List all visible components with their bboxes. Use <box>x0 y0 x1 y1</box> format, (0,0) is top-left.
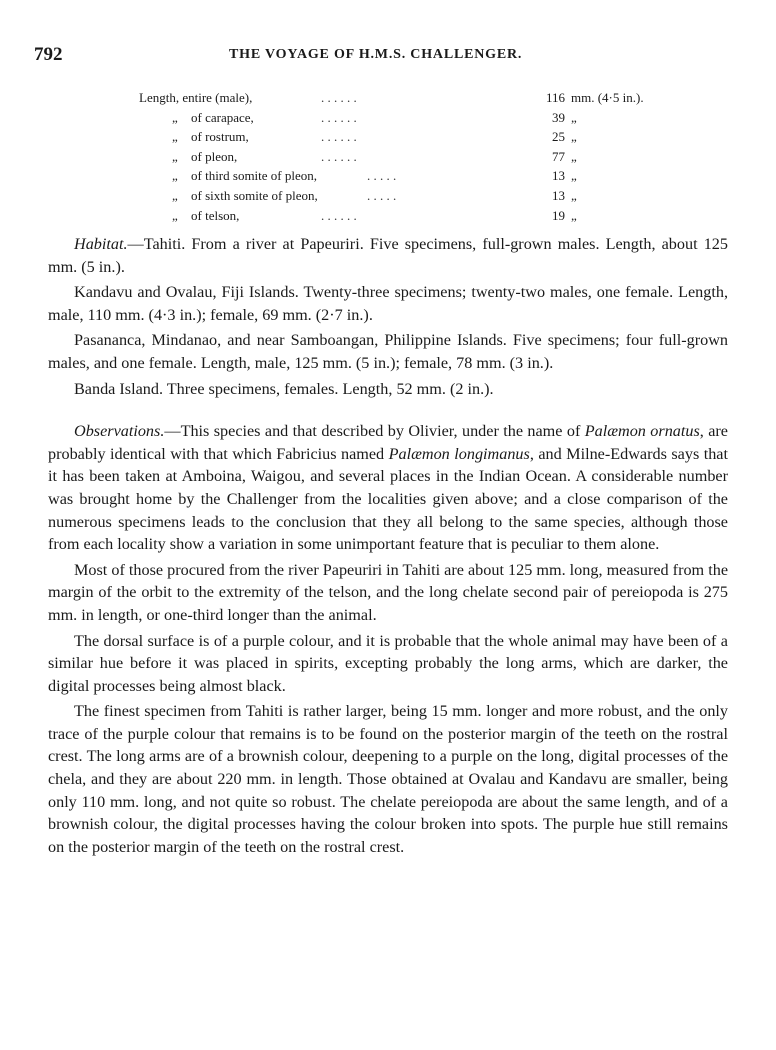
habitat-paragraph: Kandavu and Ovalau, Fiji Islands. Twenty-three specimens; twenty-two males, one female. Length, male, 110 mm. (4·3 in.); female, 69 mm. (2·7 in.). <box>48 283 728 324</box>
measurement-label: of third somite of pleon, <box>191 168 318 184</box>
body-text <box>48 233 728 858</box>
measurement-unit: „ <box>571 207 577 223</box>
leader-dots: . . . . . . <box>321 129 357 145</box>
ditto-mark: „ <box>172 148 178 164</box>
habitat-paragraph: Banda Island. Three specimens, females. Length, 52 mm. (2 in.). <box>74 379 494 398</box>
measurement-unit: „ <box>571 148 577 164</box>
measurement-unit: „ <box>571 109 577 125</box>
observations-text: —This species and that described by Olivier, under the name of <box>164 422 585 441</box>
observations-paragraph <box>48 420 728 556</box>
measurement-row <box>139 166 699 186</box>
measurement-value: 13 <box>552 168 565 184</box>
ditto-mark: „ <box>172 109 178 125</box>
species-name: Palæmon longimanus <box>388 444 530 463</box>
measurements-table <box>139 88 699 225</box>
species-name: Palæmon ornatus <box>584 422 700 441</box>
observations-text: , are probably identical with that which Fabricius named <box>48 422 728 463</box>
ditto-mark: „ <box>172 168 178 184</box>
page-number: 792 <box>34 44 63 65</box>
leader-dots: . . . . . <box>367 168 397 184</box>
leader-dots: . . . . . . <box>321 109 357 125</box>
measurement-row <box>139 186 699 206</box>
habitat-paragraph: Pasananca, Mindanao, and near Samboangan, Philippine Islands. Five specimens; four full-grown males, and one female. Length, male, 125 mm. (5 in.); female, 78 mm. (3 in.). <box>48 331 728 372</box>
measurement-value: 116 <box>545 90 565 105</box>
measurement-value: 25 <box>552 129 565 145</box>
measurement-unit: „ <box>571 187 577 203</box>
leader-dots: . . . . . . <box>321 148 357 164</box>
observations-heading: Observations. <box>74 422 165 441</box>
measurement-value: 13 <box>552 187 565 203</box>
ditto-mark: „ <box>172 129 178 145</box>
leader-dots: . . . . . <box>367 187 397 203</box>
ditto-mark: „ <box>172 187 178 203</box>
measurement-label: of telson, <box>191 207 240 223</box>
observations-paragraph: The finest specimen from Tahiti is rather larger, being 15 mm. longer and more robust, and the only trace of the purple colour that remains is to be found on the posterior margin of the teeth on the rostral crest. The long arms are of a brownish colour, deepening to a purple on the long, digital processes of the chela, and they are about 220 mm. in length. Those obtained at Ovalau and Kandavu are smaller, being only 110 mm. long, and not quite so robust. The chelate pereiopoda are about the same length, and of a brownish colour, the digital processes having the colour broken into spots. The purple hue still remains on the posterior margin of the teeth on the rostral crest. <box>48 702 728 856</box>
measurement-row <box>139 206 699 226</box>
measurement-value: 19 <box>552 207 565 223</box>
measurement-value: 39 <box>552 109 565 125</box>
habitat-paragraph <box>48 233 728 278</box>
running-title: THE VOYAGE OF H.M.S. CHALLENGER. <box>229 47 523 62</box>
measurement-unit: „ <box>571 129 577 145</box>
measurement-row <box>139 147 699 167</box>
measurement-label: Length, entire (male), <box>139 90 253 105</box>
page-header <box>34 44 734 68</box>
measurement-row <box>139 88 699 108</box>
measurement-row <box>139 108 699 128</box>
measurement-unit: „ <box>571 168 577 184</box>
measurement-label: of rostrum, <box>191 129 249 145</box>
ditto-mark: „ <box>172 207 178 223</box>
measurement-label: of carapace, <box>191 109 254 125</box>
measurement-unit: mm. (4·5 in.). <box>571 90 644 105</box>
leader-dots: . . . . . . <box>321 207 357 223</box>
observations-paragraph: Most of those procured from the river Papeuriri in Tahiti are about 125 mm. long, measured from the margin of the orbit to the extremity of the telson, and the long chelate second pair of pereiopoda is 275 mm. in length, or one-third longer than the animal. <box>48 560 728 624</box>
measurement-label: of sixth somite of pleon, <box>191 187 318 203</box>
observations-paragraph: The dorsal surface is of a purple colour, and it is probable that the whole animal may have been of a similar hue before it was placed in spirits, excepting probably the long arms, which are darker, the digital processes being almost black. <box>48 631 728 695</box>
leader-dots: . . . . . . <box>321 90 357 105</box>
measurement-row <box>139 127 699 147</box>
habitat-text: —Tahiti. From a river at Papeuriri. Five specimens, full-grown males. Length, about 125 mm. (5 in.). <box>48 235 728 276</box>
habitat-heading: Habitat. <box>74 235 128 253</box>
measurement-label: of pleon, <box>191 148 238 164</box>
observations-text: , and Milne-Edwards says that it has been taken at Amboina, Waigou, and several places in the Indian Ocean. A considerable number was brought home by the Challenger from the localities given above; and a close comparison of the numerous specimens leads to the conclusion that they all belong to the same species, although those from each locality show a variation in some unimportant feature that is peculiar to them alone. <box>48 444 728 554</box>
measurement-value: 77 <box>552 148 565 164</box>
